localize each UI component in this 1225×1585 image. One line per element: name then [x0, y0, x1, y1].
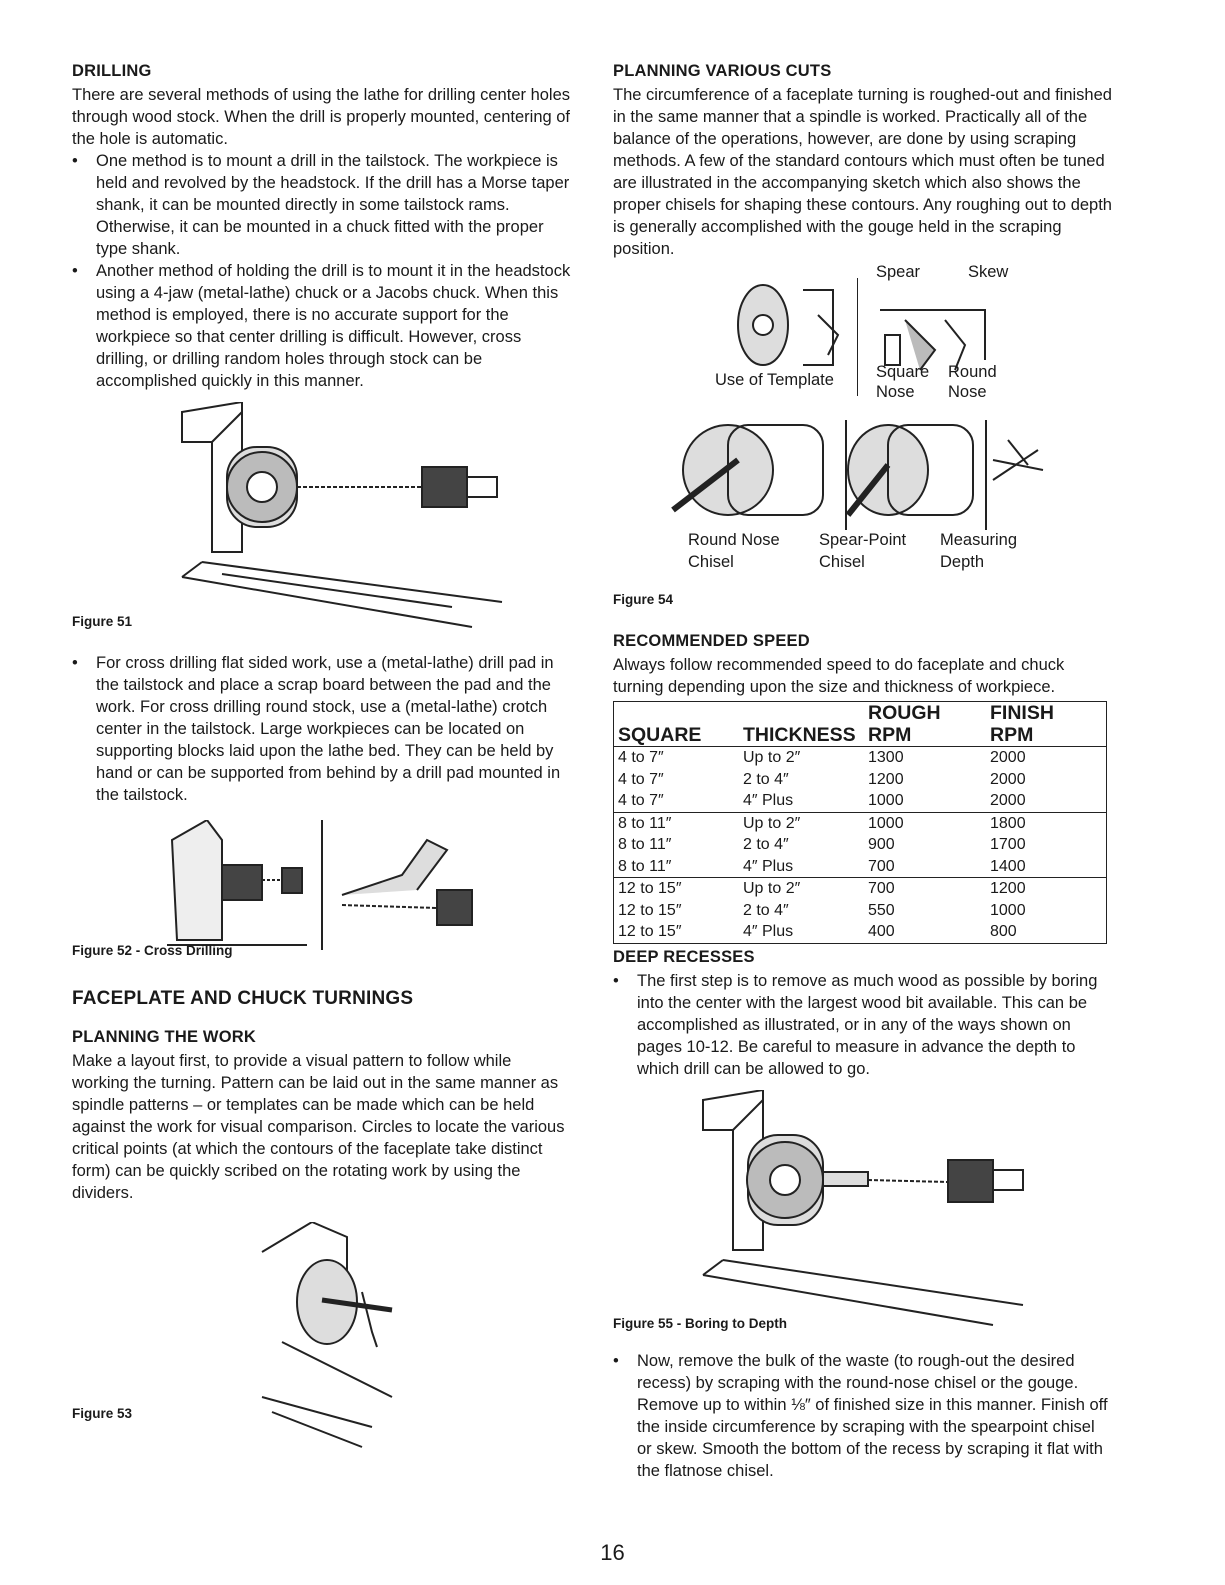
finish-rpm-cell: 800 — [990, 923, 1017, 940]
recesses-heading: DEEP RECESSES — [613, 947, 755, 966]
rough-rpm-cell: 1300 — [868, 749, 904, 766]
drilling-intro: There are several methods of using the lathe for drilling center holes through wood stock. When the drill is properly mounted, centering of the hole is automatic. — [72, 86, 571, 148]
table-row — [614, 769, 1106, 791]
square-cell: 12 to 15″ — [618, 901, 682, 919]
finish-rpm-cell: 1800 — [990, 814, 1026, 832]
recesses-bullet-1: • The first step is to remove as much wood as possible by boring into the center with the largest wood bit available. This can be accomplished as illustrated, or in any of the ways shown on pages 10-12. Be careful to measure in advance the depth to which drill can be allowed to go. — [613, 970, 1113, 1080]
table-row — [614, 834, 1106, 856]
speed-text: Always follow recommended speed to do faceplate and chuck turning depending upon the size and thickness of workpiece. — [613, 656, 1065, 696]
finish-rpm-cell: 1000 — [990, 901, 1026, 919]
caption-skew: Skew — [968, 263, 1009, 281]
table-row — [614, 921, 1106, 943]
drilling-bullet-1: • One method is to mount a drill in the tailstock. The workpiece is held and revolved by the headstock. If the drill has a Morse taper shank, it can be mounted directly in some tailstock rams. Otherwise, it can be mounted in a chuck fitted with the proper type shank. — [72, 150, 572, 260]
rough-header-2: RPM — [868, 724, 912, 746]
finish-rpm-cell: 2000 — [990, 770, 1026, 788]
finish-rpm-cell: 1200 — [990, 880, 1026, 897]
square-cell: 4 to 7″ — [618, 792, 664, 809]
caption-square: Square — [876, 363, 930, 381]
thickness-cell: 2 to 4″ — [743, 901, 789, 919]
square-cell: 4 to 7″ — [618, 770, 664, 788]
square-header: SQUARE — [618, 724, 702, 746]
square-cell: 8 to 11″ — [618, 857, 672, 875]
square-cell: 12 to 15″ — [618, 923, 682, 940]
rough-rpm-cell: 1200 — [868, 770, 904, 788]
drilling-bullet-3: • For cross drilling flat sided work, use a (metal-lathe) drill pad in the tailstock and place a scrap board between the pad and the work. For cross drilling round stock, use a (metal-lathe) crotch center in the tailstock. Large workpieces can be located on supporting blocks laid upon the lathe bed. They can be held by hand or can be supported from behind by a drill pad mounted in the tailstock. — [72, 652, 572, 806]
caption-round: Round — [948, 363, 997, 381]
caption-spear: Spear — [876, 263, 921, 281]
thickness-cell: Up to 2″ — [743, 814, 801, 832]
template-illustration — [733, 280, 853, 370]
rough-rpm-cell: 1000 — [868, 792, 904, 809]
table-row — [614, 900, 1106, 922]
finish-rpm-cell: 2000 — [990, 792, 1026, 809]
recesses-bullets-2 — [613, 1350, 1113, 1482]
thickness-header: THICKNESS — [743, 724, 856, 746]
rough-rpm-cell: 900 — [868, 836, 895, 853]
figure-54 — [613, 260, 1113, 612]
caption-square-nose: Nose — [876, 383, 915, 401]
right-column — [613, 62, 1113, 1482]
thickness-cell: 2 to 4″ — [743, 836, 789, 853]
caption-template: Use of Template — [715, 371, 834, 389]
square-cell: 4 to 7″ — [618, 749, 664, 766]
thickness-cell: 4″ Plus — [743, 792, 794, 809]
drilling-bullets — [72, 150, 572, 392]
figure-52 — [72, 806, 572, 976]
drilling-heading: DRILLING — [72, 62, 152, 80]
table-row — [614, 878, 1106, 900]
speed-group — [614, 812, 1106, 878]
chisels-illustration — [668, 420, 1048, 530]
figure-53-label: Figure 53 — [72, 1406, 133, 1421]
lathe-drill-illustration — [172, 402, 512, 632]
rough-rpm-cell: 400 — [868, 923, 895, 940]
finish-header-2: RPM — [990, 724, 1034, 746]
figure-53 — [72, 1204, 572, 1454]
rough-header-1: ROUGH — [868, 702, 941, 724]
caption-round-nose: Nose — [948, 383, 987, 401]
cuts-heading: PLANNING VARIOUS CUTS — [613, 62, 832, 80]
recesses-bullet-2: • Now, remove the bulk of the waste (to rough-out the desired recess) by scraping with the round-nose chisel or the gouge. Remove up to within ⅛″ of finished size in this manner. Finish off the inside circumference by scraping with the spearpoint chisel or skew. Smooth the bottom of the recess by scraping it flat with the flatnose chisel. — [613, 1350, 1113, 1482]
speed-heading: RECOMMENDED SPEED — [613, 632, 810, 650]
drilling-bullets-2 — [72, 652, 572, 806]
square-cell: 8 to 11″ — [618, 814, 672, 832]
caption-round-nose-chisel-2: Chisel — [688, 553, 734, 571]
finish-rpm-cell: 1400 — [990, 857, 1026, 875]
rough-rpm-cell: 1000 — [868, 814, 904, 832]
figure-54-label: Figure 54 — [613, 592, 674, 607]
thickness-cell: Up to 2″ — [743, 749, 801, 766]
drilling-bullet-2: • Another method of holding the drill is to mount it in the headstock using a 4-jaw (metal-lathe) chuck or a Jacobs chuck. When this method is employed, there is no accurate support for the workpiece so that center drilling is difficult. However, cross drilling, or drilling random holes through stock can be accomplished quickly in this manner. — [72, 260, 572, 392]
faceplate-heading: FACEPLATE AND CHUCK TURNINGS — [72, 988, 414, 1009]
figure-52-label: Figure 52 - Cross Drilling — [72, 943, 233, 958]
square-cell: 12 to 15″ — [618, 880, 682, 897]
table-row — [614, 747, 1106, 769]
finish-rpm-cell: 1700 — [990, 836, 1026, 853]
square-cell: 8 to 11″ — [618, 836, 672, 853]
template-divider — [857, 278, 858, 396]
cuts-text: The circumference of a faceplate turning is roughed-out and finished in the same manner that a spindle is worked. Practically all of the balance of the operations, however, are done by using scraping methods. A few of the standard contours which must often be tuned are illustrated in the accompanying sketch which also shows the proper chisels for shaping these contours. Any roughing out to depth is generally accomplished with the gouge held in the scraping position. — [613, 86, 1112, 258]
boring-illustration — [693, 1090, 1033, 1330]
planning-work-heading: PLANNING THE WORK — [72, 1028, 256, 1046]
finish-header-1: FINISH — [990, 702, 1054, 724]
table-row — [614, 790, 1106, 812]
recesses-bullets — [613, 970, 1113, 1080]
speed-table — [613, 701, 1107, 944]
finish-rpm-cell: 2000 — [990, 749, 1026, 766]
figure-51 — [72, 392, 572, 634]
figure-55 — [613, 1080, 1113, 1344]
caption-round-nose-chisel: Round Nose — [688, 531, 780, 549]
left-column — [72, 62, 572, 1454]
figure-51-label: Figure 51 — [72, 614, 133, 629]
cross-drilling-illustration — [167, 820, 487, 950]
speed-group — [614, 878, 1106, 943]
caption-spear-point-chisel: Spear-Point — [819, 531, 907, 549]
dividers-illustration — [252, 1222, 402, 1452]
figure-55-label: Figure 55 - Boring to Depth — [613, 1315, 787, 1331]
rough-rpm-cell: 550 — [868, 901, 895, 919]
thickness-cell: 4″ Plus — [743, 857, 794, 875]
caption-spear-point-chisel-2: Chisel — [819, 553, 865, 571]
thickness-cell: Up to 2″ — [743, 880, 801, 897]
rough-rpm-cell: 700 — [868, 880, 895, 897]
table-row — [614, 812, 1106, 834]
rough-rpm-cell: 700 — [868, 857, 895, 875]
thickness-cell: 2 to 4″ — [743, 770, 789, 788]
page-number: 16 — [600, 1540, 625, 1565]
speed-group — [614, 747, 1106, 813]
caption-measuring: Measuring — [940, 531, 1018, 549]
table-row — [614, 856, 1106, 878]
caption-measuring-depth: Depth — [940, 553, 985, 571]
planning-work-text: Make a layout first, to provide a visual pattern to follow while working the turning. Pattern can be laid out in the same manner as spindle patterns – or templates can be made which can be held against the work for visual comparison. Circles to locate the various critical points (at which the contours of the faceplate take distinct form) can be quickly scribed on the rotating work by using the dividers. — [72, 1052, 565, 1202]
thickness-cell: 4″ Plus — [743, 923, 794, 940]
